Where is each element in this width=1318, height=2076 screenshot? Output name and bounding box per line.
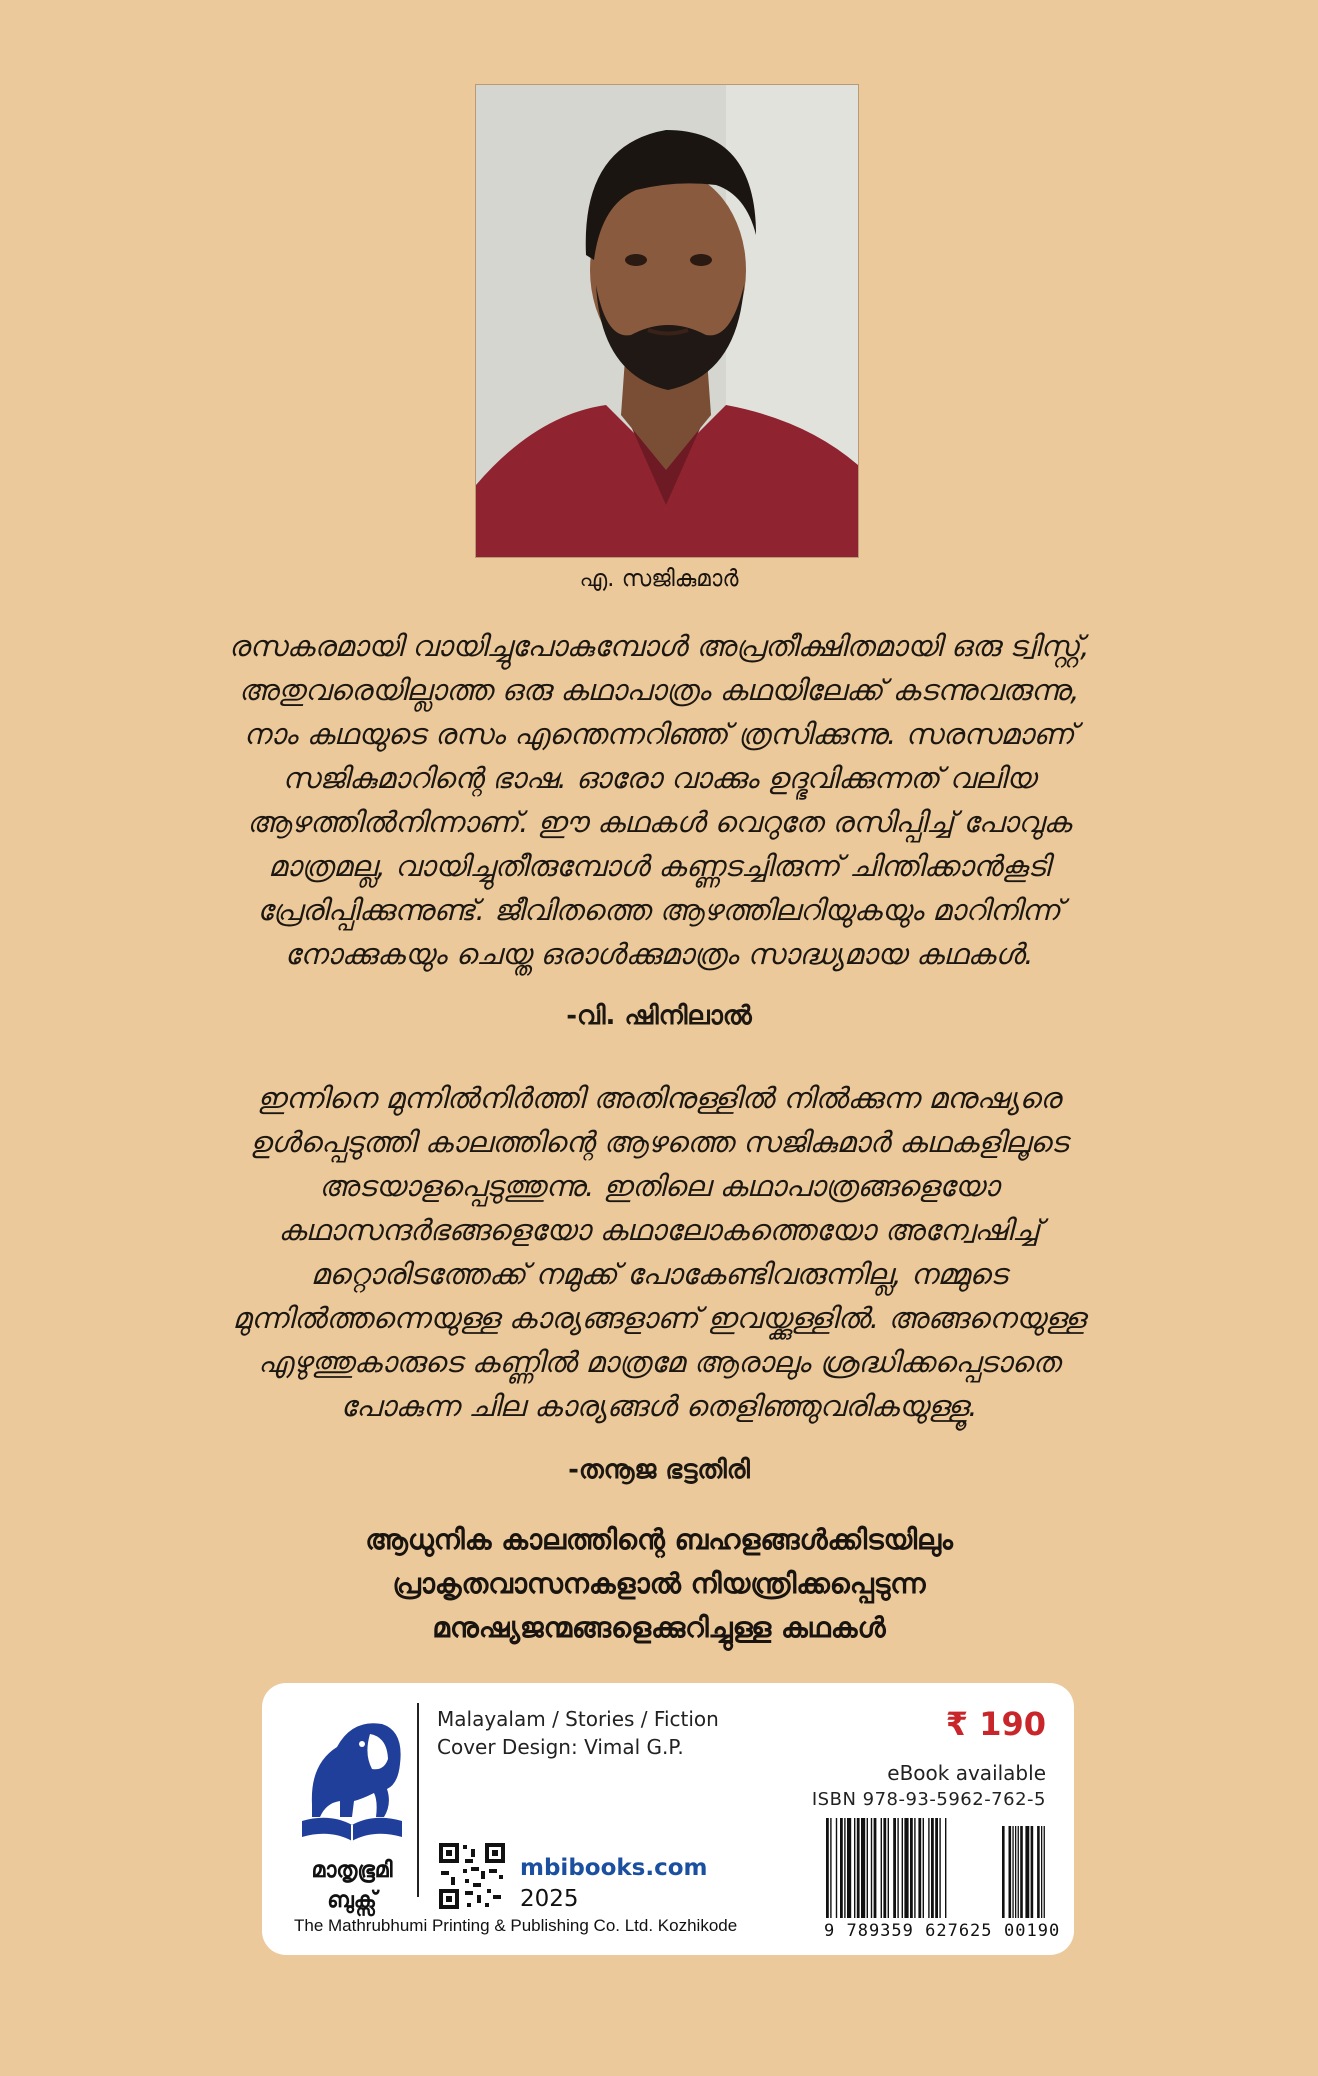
isbn-barcode: [824, 1818, 1054, 1918]
publication-year: 2025: [520, 1886, 579, 1912]
book-meta: [437, 1705, 719, 1761]
barcode-bar: [836, 1818, 837, 1918]
barcode-bar: [897, 1818, 898, 1918]
blurb-line: പ്രേരിപ്പിക്കുന്നുണ്ട്. ജീവിതത്തെ ആഴത്തിലറിയുകയും മാറിനിന്ന്: [257, 893, 1061, 927]
blurb-line: എഴുത്തുകാരുടെ കണ്ണിൽ മാത്രമേ ആരാലും ശ്രദ്ധിക്കപ്പെടാതെ: [257, 1345, 1060, 1379]
publisher-logo: [292, 1709, 412, 1916]
blurb-line: നോക്കുകയും ചെയ്ത ഒരാൾക്കുമാത്രം സാദ്ധ്യമായ കഥകൾ.: [284, 937, 1034, 971]
tagline-line: മനുഷ്യജന്മങ്ങളെക്കുറിച്ചുള്ള കഥകൾ: [432, 1611, 886, 1644]
blurb-attribution-1: -വി. ഷിനിലാൽ: [566, 1001, 752, 1031]
blurb-review-2: [170, 1076, 1148, 1428]
barcode-bar: [840, 1818, 843, 1918]
card-divider: [417, 1703, 419, 1897]
barcode-bar: [888, 1818, 889, 1918]
publisher-info-card: [262, 1683, 1074, 1955]
barcode-bar: [939, 1818, 940, 1918]
barcode-bar: [867, 1818, 868, 1918]
isbn-label: ISBN 978-93-5962-762-5: [811, 1789, 1046, 1810]
barcode-bar: [874, 1818, 877, 1918]
qr-code-icon: [437, 1841, 507, 1911]
barcode-bar: [830, 1818, 831, 1918]
price-label: ₹ 190: [945, 1705, 1046, 1743]
barcode-bar: [847, 1818, 851, 1918]
blurb-review-1: [170, 624, 1148, 976]
barcode-bar: [928, 1818, 929, 1918]
blurb-line: മാത്രമല്ല, വായിച്ചുതീരുമ്പോൾ കണ്ണടച്ചിരുന്ന് ചിന്തിക്കാൻകൂടി: [268, 849, 1050, 883]
blurb-line: ഇന്നിനെ മുന്നിൽനിർത്തി അതിനുള്ളിൽ നിൽക്കുന്ന മനുഷ്യരെ: [257, 1081, 1061, 1115]
barcode-addon-bar: [1020, 1826, 1023, 1918]
author-photo: [475, 84, 859, 558]
publisher-website: mbibooks.com: [520, 1855, 708, 1881]
barcode-bar: [854, 1818, 855, 1918]
barcode-addon-bar: [1041, 1826, 1042, 1918]
barcode-bar: [881, 1818, 882, 1918]
barcode-bar: [935, 1818, 938, 1918]
logo-text-line: ബുക്സ്: [327, 1888, 377, 1913]
barcode-addon-bar: [1025, 1826, 1029, 1918]
elephant-book-icon: [292, 1709, 412, 1854]
blurb-line: ഉൾപ്പെടുത്തി കാലത്തിന്റെ ആഴത്തെ സജികുമാർ കഥകളിലൂടെ: [250, 1125, 1068, 1159]
blurb-line: മുന്നിൽത്തന്നെയുള്ള കാര്യങ്ങളാണ് ഇവയ്ക്കുള്ളിൽ. അങ്ങനെയുള്ള: [232, 1301, 1086, 1335]
blurb-line: അതുവരെയില്ലാത്ത ഒരു കഥാപാത്രം കഥയിലേക്ക് കടന്നുവരുന്നു,: [238, 673, 1080, 707]
barcode-bar: [826, 1818, 829, 1918]
barcode-bar: [910, 1818, 913, 1918]
barcode-bar: [918, 1818, 921, 1918]
barcode-addon-bar: [1002, 1826, 1005, 1918]
barcode-addon-bar: [1037, 1826, 1040, 1918]
barcode-addon-bar: [1031, 1826, 1034, 1918]
ebook-availability: eBook available: [887, 1761, 1046, 1785]
publisher-name: The Mathrubhumi Printing & Publishing Co. Ltd. Kozhikode: [294, 1916, 738, 1935]
blurb-line: മറ്റൊരിടത്തേക്ക് നമുക്ക് പോകേണ്ടിവരുന്നില്ല, നമ്മുടെ: [310, 1257, 1008, 1291]
barcode-bar: [844, 1818, 845, 1918]
blurb-line: പോകുന്ന ചില കാര്യങ്ങൾ തെളിഞ്ഞുവരികയുള്ളൂ.: [340, 1389, 978, 1423]
blurb-line: സജികുമാറിന്റെ ഭാഷ. ഓരോ വാക്കും ഉദ്ഭവിക്കുന്നത് വലിയ: [282, 761, 1036, 795]
barcode-addon-bar: [1015, 1826, 1016, 1918]
book-tagline: [160, 1518, 1158, 1650]
barcode-bar: [861, 1818, 865, 1918]
barcode-bar: [904, 1818, 908, 1918]
tagline-line: ആധുനിക കാലത്തിന്റെ ബഹളങ്ങൾക്കിടയിലും: [365, 1523, 953, 1556]
barcode-bar: [857, 1818, 860, 1918]
blurb-line: നാം കഥയുടെ രസം എന്തെന്നറിഞ്ഞ് ത്രസിക്കുന്നു. സരസമാണ്: [243, 717, 1075, 751]
tagline-line: പ്രാകൃതവാസനകളാൽ നിയന്ത്രിക്കപ്പെടുന്ന: [392, 1567, 926, 1600]
blurb-attribution-2: -തനൂജ ഭട്ടതിരി: [568, 1455, 750, 1485]
barcode-bar: [914, 1818, 915, 1918]
barcode-bar: [883, 1818, 886, 1918]
genre-label: Malayalam / Stories / Fiction: [437, 1707, 719, 1731]
barcode-addon-bar: [1012, 1826, 1013, 1918]
blurb-line: ആഴത്തിൽനിന്നാണ്. ഈ കഥകൾ വെറുതേ രസിപ്പിച്ച് പോവുക: [246, 805, 1072, 839]
blurb-line: അടയാളപ്പെടുത്തുന്നു. ഇതിലെ കഥാപാത്രങ്ങളെയോ: [319, 1169, 999, 1203]
cover-design-credit: Cover Design: Vimal G.P.: [437, 1735, 684, 1759]
barcode-addon-bar: [1009, 1826, 1012, 1918]
publisher-logo-text: [292, 1856, 412, 1916]
blurb-line: രസകരമായി വായിച്ചുപോകുമ്പോൾ അപ്രതീക്ഷിതമായി ഒരു ട്വിസ്റ്റ്,: [228, 629, 1090, 663]
author-portrait-image: [476, 85, 858, 557]
barcode-addon-number: 00190: [1004, 1921, 1061, 1941]
barcode-bar: [893, 1818, 896, 1918]
barcode-addon-bar: [1044, 1826, 1045, 1918]
barcode-main-number: 9 789359 627625: [824, 1921, 993, 1941]
barcode-bar: [931, 1818, 934, 1918]
barcode-bar: [871, 1818, 872, 1918]
barcode-bar: [923, 1818, 924, 1918]
blurb-line: കഥാസന്ദർഭങ്ങളെയോ കഥാലോകത്തെയോ അന്വേഷിച്ച്: [278, 1213, 1040, 1247]
barcode-bar: [945, 1818, 946, 1918]
barcode-addon-bar: [1018, 1826, 1019, 1918]
barcode-bar: [902, 1818, 903, 1918]
logo-text-line: മാതൃഭൂമി: [311, 1858, 393, 1883]
author-name-caption: എ. സജികുമാർ: [579, 566, 739, 592]
